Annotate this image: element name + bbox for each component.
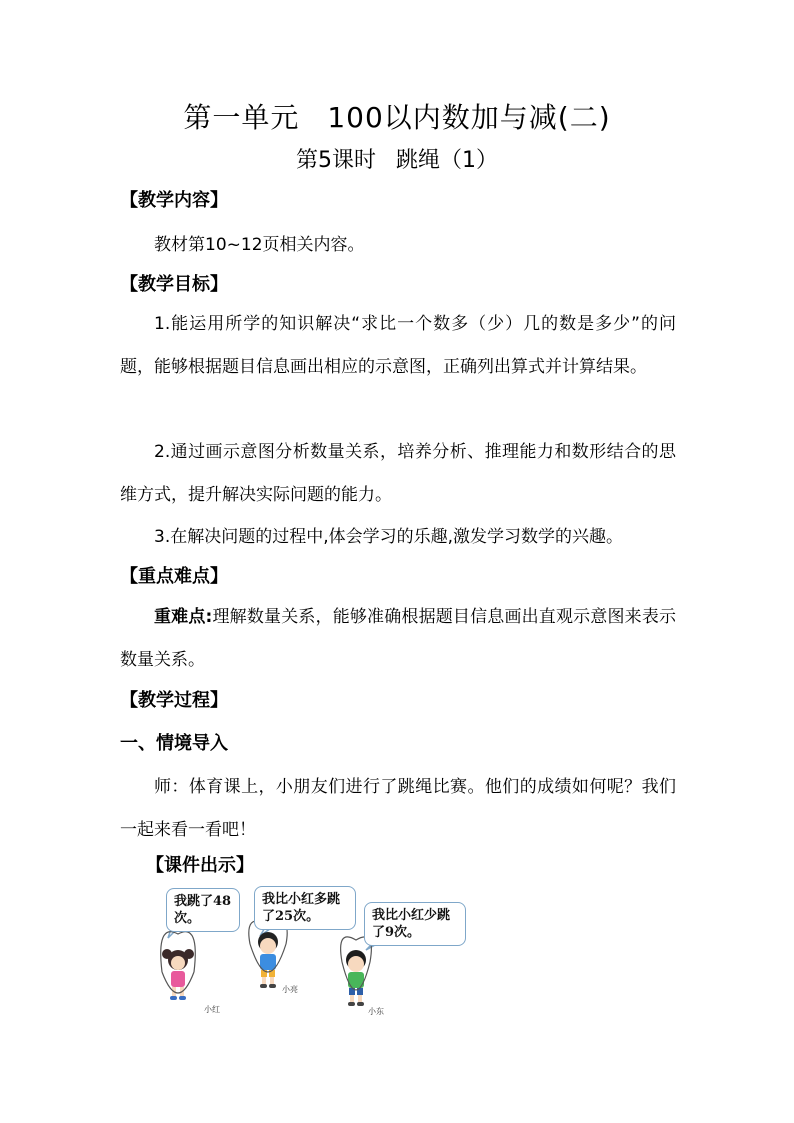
unit-title-topic: 100以内数加与减(二)	[327, 101, 611, 134]
key-paragraph	[120, 596, 676, 682]
key-label: 重难点:	[154, 607, 213, 627]
name-label-1: 小红	[204, 1005, 220, 1014]
intro-heading: 一、情境导入	[120, 733, 228, 754]
goal-3: 3.在解决问题的过程中,体会学习的乐趣,激发学习数学的兴趣。	[154, 527, 624, 547]
key-heading: 【重点难点】	[120, 566, 228, 587]
jump-rope-illustration	[148, 882, 468, 1022]
speech-bubble-1: 我跳了48次。	[166, 888, 240, 932]
unit-title	[0, 100, 794, 136]
goal-1: 1.能运用所学的知识解决“求比一个数多（少）几的数是多少”的问题，能够根据题目信息画出相应的示意图，正确列出算式并计算结果。	[120, 314, 676, 377]
content-heading: 【教学内容】	[120, 190, 228, 211]
goals-heading: 【教学目标】	[120, 274, 228, 295]
name-label-2: 小亮	[282, 985, 298, 994]
unit-title-number: 第一单元	[183, 101, 300, 134]
boy-figure-2	[341, 937, 372, 1006]
intro-text: 师：体育课上，小朋友们进行了跳绳比赛。他们的成绩如何呢？我们一起来看一看吧！	[120, 777, 676, 840]
goal-2: 2.通过画示意图分析数量关系，培养分析、推理能力和数形结合的思维方式，提升解决实际问题的能力。	[120, 442, 676, 505]
lesson-number: 第5课时	[296, 148, 376, 173]
speech-bubble-2: 我比小红多跳了25次。	[254, 886, 356, 930]
content-text: 教材第10~12页相关内容。	[154, 235, 365, 255]
lesson-topic: 跳绳（1）	[396, 148, 498, 173]
girl-figure	[161, 932, 196, 1000]
lesson-title	[0, 146, 794, 176]
key-text: 理解数量关系，能够准确根据题目信息画出直观示意图来表示数量关系。	[120, 607, 676, 670]
process-heading: 【教学过程】	[120, 690, 228, 711]
name-label-3: 小东	[368, 1007, 384, 1016]
courseware-heading: 【课件出示】	[146, 855, 254, 876]
speech-bubble-3: 我比小红少跳了9次。	[364, 902, 466, 946]
